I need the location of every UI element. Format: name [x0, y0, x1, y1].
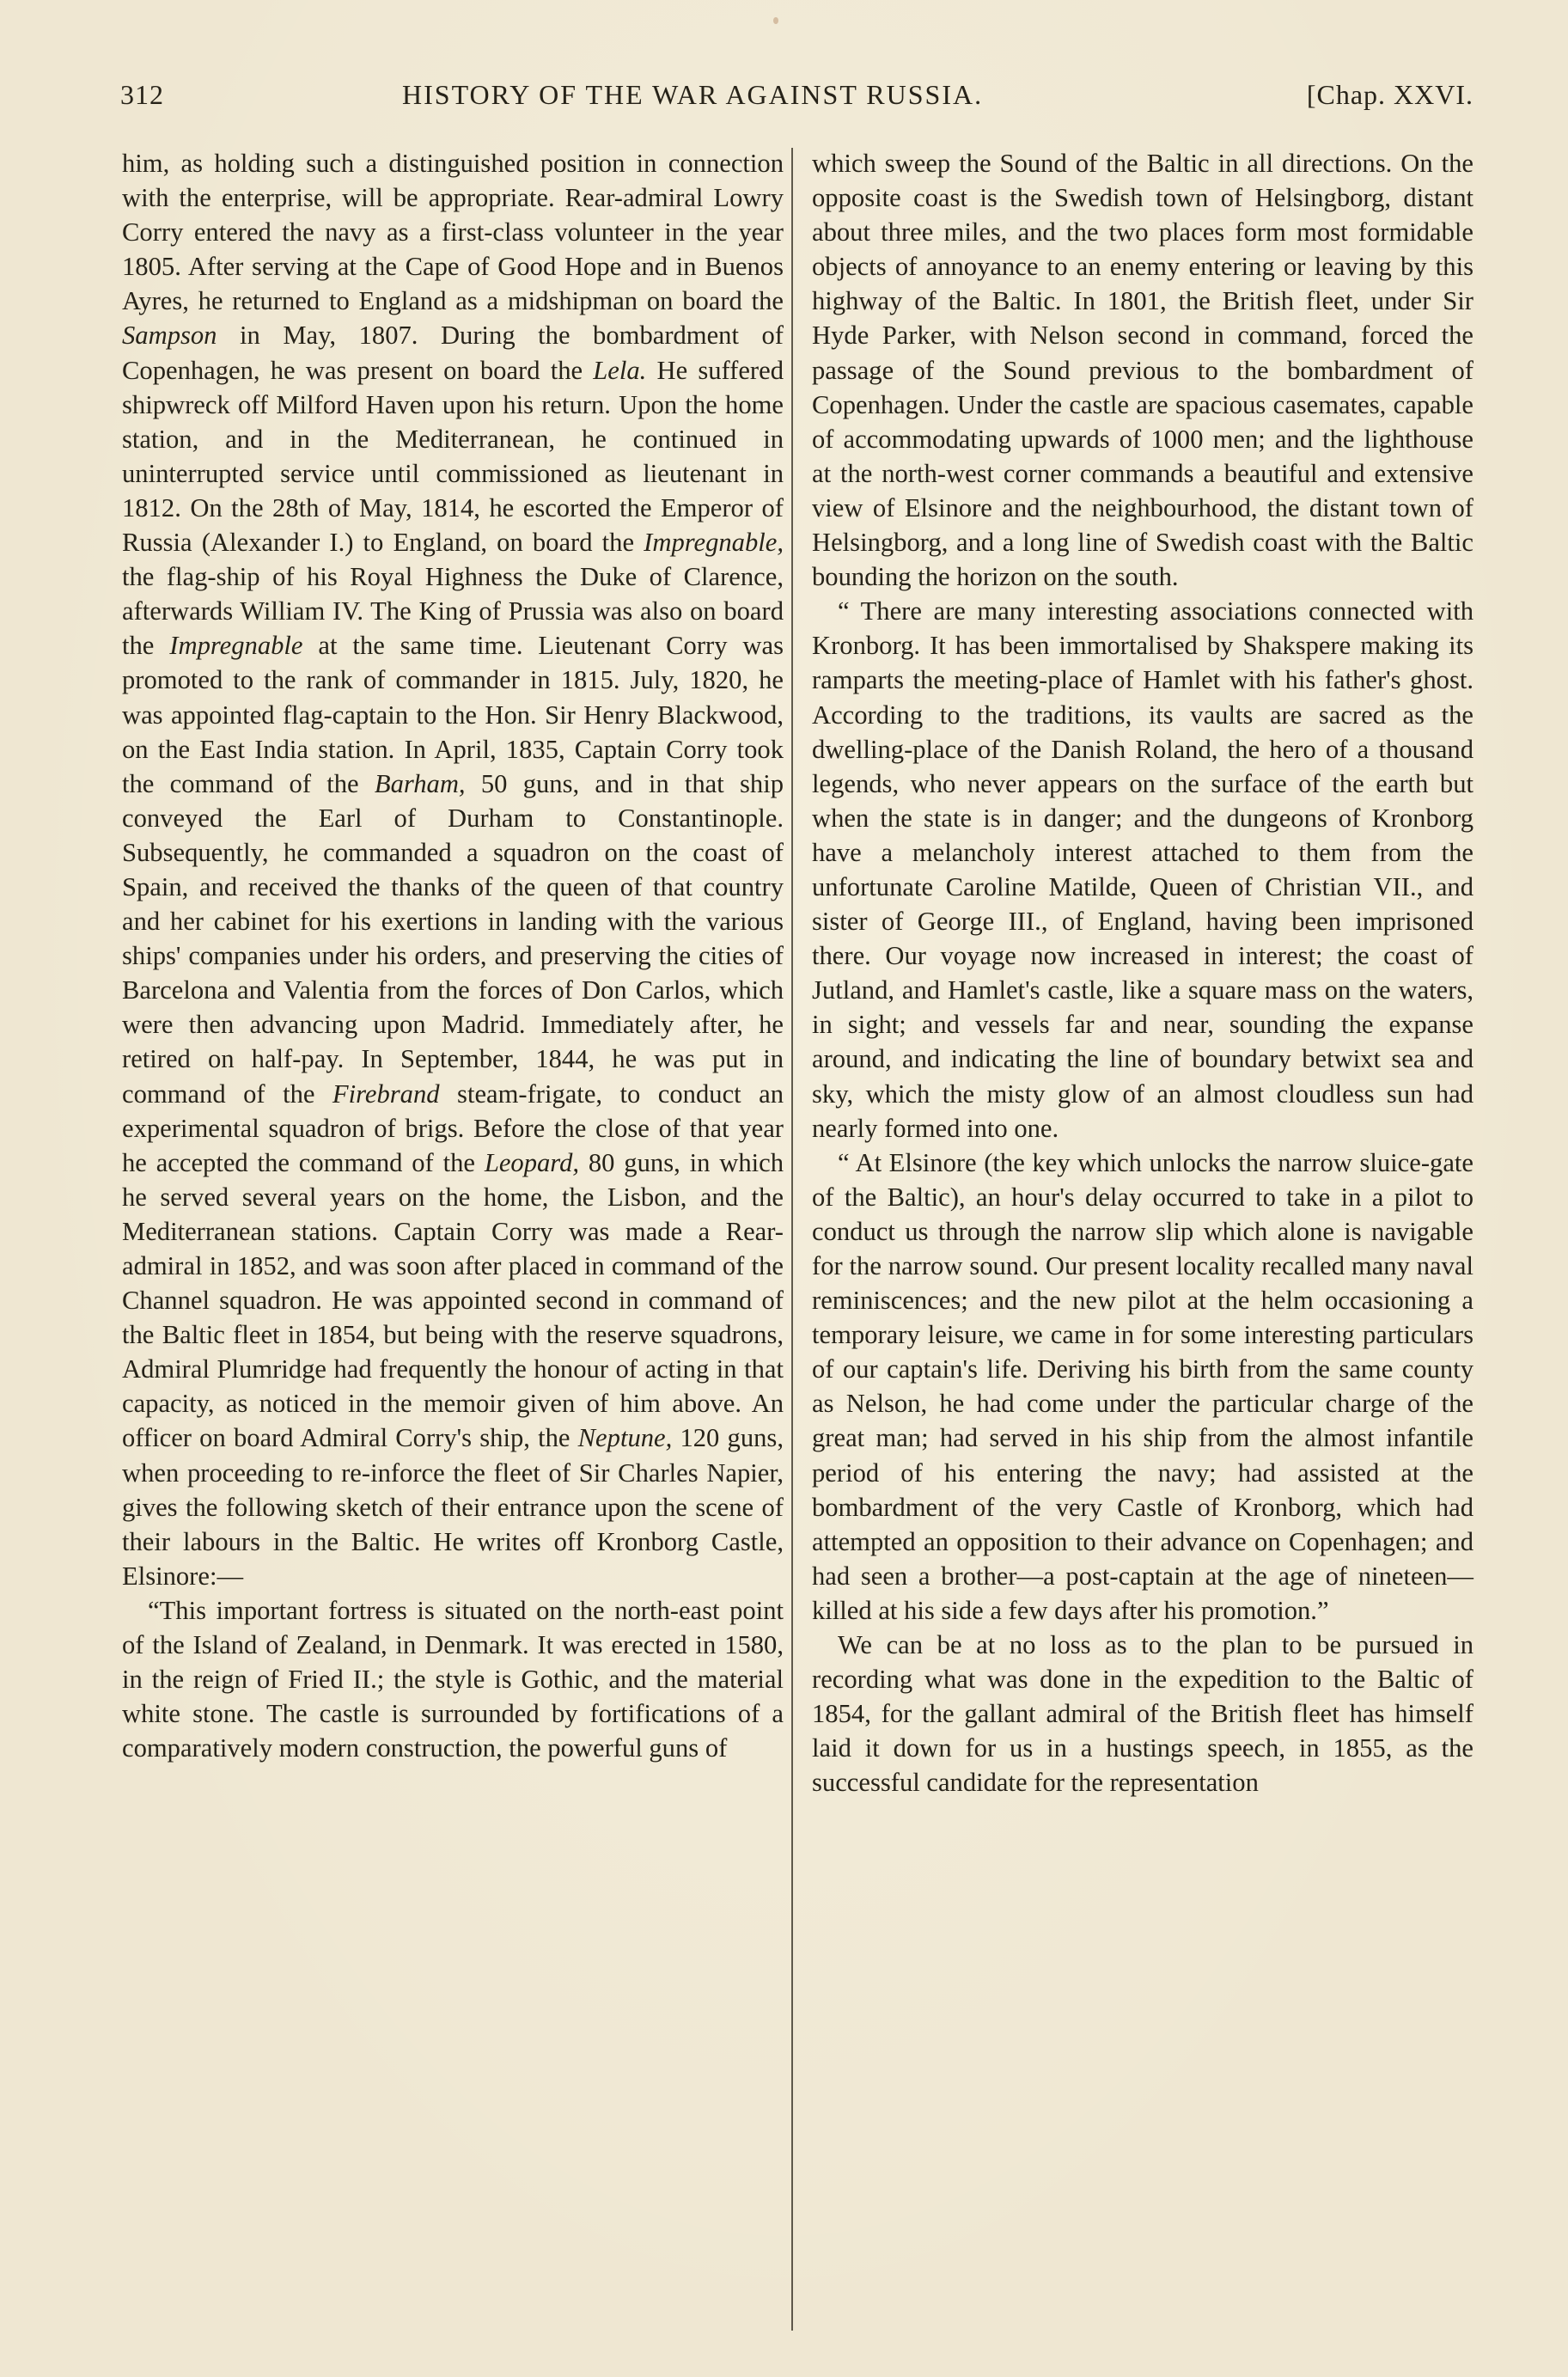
text-run: steam-frigate, to conduct an experimental squadron of brigs. Before the close of that year he accepted the command of the [122, 1079, 784, 1177]
text-run: “ At Elsinore (the key which unlocks the narrow sluice-gate of the Baltic), an hour's delay occurred to take in a pilot to conduct us through the narrow slip which alone is navigable for the narrow sound. Our present locality recalled many naval reminiscences; and the new pilot at the helm occasioning a temporary leisure, we came in for some interesting particulars of our captain's life. Deriving his birth from the same county as Nelson, he had come under the particular charge of the great man; had served in his ship from the almost infantile period of his entering the navy; had assisted at the bombardment of the very Castle of Kronborg, which had attempted an opposition to their advance on Copenhagen; and had seen a brother—a post-captain at the age of nineteen—killed at his side a few days after his promotion.” [812, 1147, 1473, 1625]
text-run: which sweep the Sound of the Baltic in all directions. On the opposite coast is the Swedish town of Helsingborg, distant about three miles, and the two places form most formidable objects of annoyance to an enemy entering or leaving by this highway of the Baltic. In 1801, the British fleet, under Sir Hyde Parker, with Nelson second in command, forced the passage of the Sound previous to the bombardment of Copenhagen. Under the castle are spacious casemates, capable of accommodating upwards of 1000 men; and the lighthouse at the north-west corner commands a beautiful and extensive view of Elsinore and the neighbourhood, the distant town of Helsingborg, and a long line of Swedish coast with the Baltic bounding the horizon on the south. [812, 149, 1473, 592]
text-run: “ There are many interesting associations connected with Kronborg. It has been immortalised by Shakspere making its ramparts the meeting-place of Hamlet with his father's ghost. According to the traditions, its vaults are sacred as the dwelling-place of the Danish Roland, the hero of a thousand legends, who never appears on the surface of the earth but when the state is in danger; and the dungeons of Kronborg have a melancholy interest attached to them from the unfortunate Caroline Matilde, Queen of Christian VII., and sister of George III., of England, having been imprisoned there. Our voyage now increased in interest; the coast of Jutland, and Hamlet's castle, like a square mass on the waters, in sight; and vessels far and near, sounding the expanse around, and indicating the line of boundary betwixt sea and sky, which the misty glow of an almost cloudless sun had nearly formed into one. [812, 596, 1473, 1143]
text-run: him, as holding such a distinguished position in connection with the enterprise, will be appropriate. Rear-admiral Lowry Corry entered the navy as a first-class volunteer in the year 1805. After serving at the Cape of Good Hope and in Buenos Ayres, he returned to England as a midshipman on board the [122, 149, 784, 316]
chapter-reference: [Chap. XXVI. [1306, 79, 1473, 110]
paragraph [812, 1628, 1473, 1800]
ink-spot [773, 17, 778, 24]
left-text-column [122, 146, 784, 1765]
text-run: at the same time. Lieutenant Corry was promoted to the rank of commander in 1815. July, 1820, he was appointed flag-captain to the Hon. Sir Henry Blackwood, on the East India station. In April, 1835, Captain Corry took the command of the [122, 631, 784, 798]
text-run: 80 guns, in which he served several years on the home, the Lisbon, and the Mediterranean stations. Captain Corry was made a Rear-admiral in 1852, and was soon after placed in command of the Channel squadron. He was appointed second in command of the Baltic fleet in 1854, but being with the reserve squadrons, Admiral Plumridge had frequently the honour of acting in that capacity, as noticed in the memoir given of him above. An officer on board Admiral Corry's ship, the [122, 1147, 784, 1453]
page-header [120, 79, 1473, 122]
paragraph [122, 146, 784, 1593]
italic-ship-name: Impregnable, [644, 528, 784, 558]
text-run: 120 guns, when proceeding to re-inforce the fleet of Sir Charles Napier, gives the following sketch of their entrance upon the scene of their labours in the Baltic. He writes off Kronborg Castle, Elsinore:— [122, 1423, 784, 1591]
text-run: “This important fortress is situated on the north-east point of the Island of Zealand, in Denmark. It was erected in 1580, in the reign of Fried II.; the style is Gothic, and the material white stone. The castle is surrounded by fortifications of a comparatively modern construction, the powerful guns of [122, 1595, 784, 1763]
italic-ship-name: Neptune, [577, 1423, 673, 1453]
paragraph [122, 1593, 784, 1765]
italic-ship-name: Sampson [122, 321, 217, 351]
paragraph [812, 146, 1473, 594]
paragraph [812, 1146, 1473, 1628]
right-text-column [812, 146, 1473, 1800]
text-run: 50 guns, and in that ship conveyed the Earl of Durham to Constantinople. Subsequently, he commanded a squadron on the coast of Spain, and received the thanks of the queen of that country and her cabinet for his exertions in landing with the various ships' companies under his orders, and preserving the cities of Barcelona and Valentia from the forces of Don Carlos, which were then advancing upon Madrid. Immediately after, he retired on half-pay. In September, 1844, he was put in command of the [122, 768, 784, 1109]
text-run: He suffered shipwreck off Milford Haven upon his return. Upon the home station, and in the Mediterranean, he continued in uninterrupted service until commissioned as lieutenant in 1812. On the 28th of May, 1814, he escorted the Emperor of Russia (Alexander I.) to England, on board the [122, 355, 784, 558]
italic-ship-name: Barham, [374, 768, 466, 798]
text-run: in May, 1807. During the bombardment of Copenhagen, he was present on board the [122, 321, 784, 385]
page-number: 312 [120, 79, 164, 110]
paragraph [812, 594, 1473, 1146]
italic-ship-name: Firebrand [332, 1079, 440, 1109]
text-run: We can be at no loss as to the plan to be pursued in recording what was done in the expedition to the Baltic of 1854, for the gallant admiral of the British fleet has himself laid it down for us in a hustings speech, in 1855, as the successful candidate for the representation [812, 1630, 1473, 1798]
running-title: HISTORY OF THE WAR AGAINST RUSSIA. [402, 79, 984, 110]
italic-ship-name: Impregnable [169, 631, 303, 661]
text-run: the flag-ship of his Royal Highness the Duke of Clarence, afterwards William IV. The King of Prussia was also on board the [122, 562, 784, 661]
italic-ship-name: Leopard, [484, 1147, 580, 1177]
italic-ship-name: Lela. [593, 355, 647, 385]
column-divider [791, 148, 793, 2331]
